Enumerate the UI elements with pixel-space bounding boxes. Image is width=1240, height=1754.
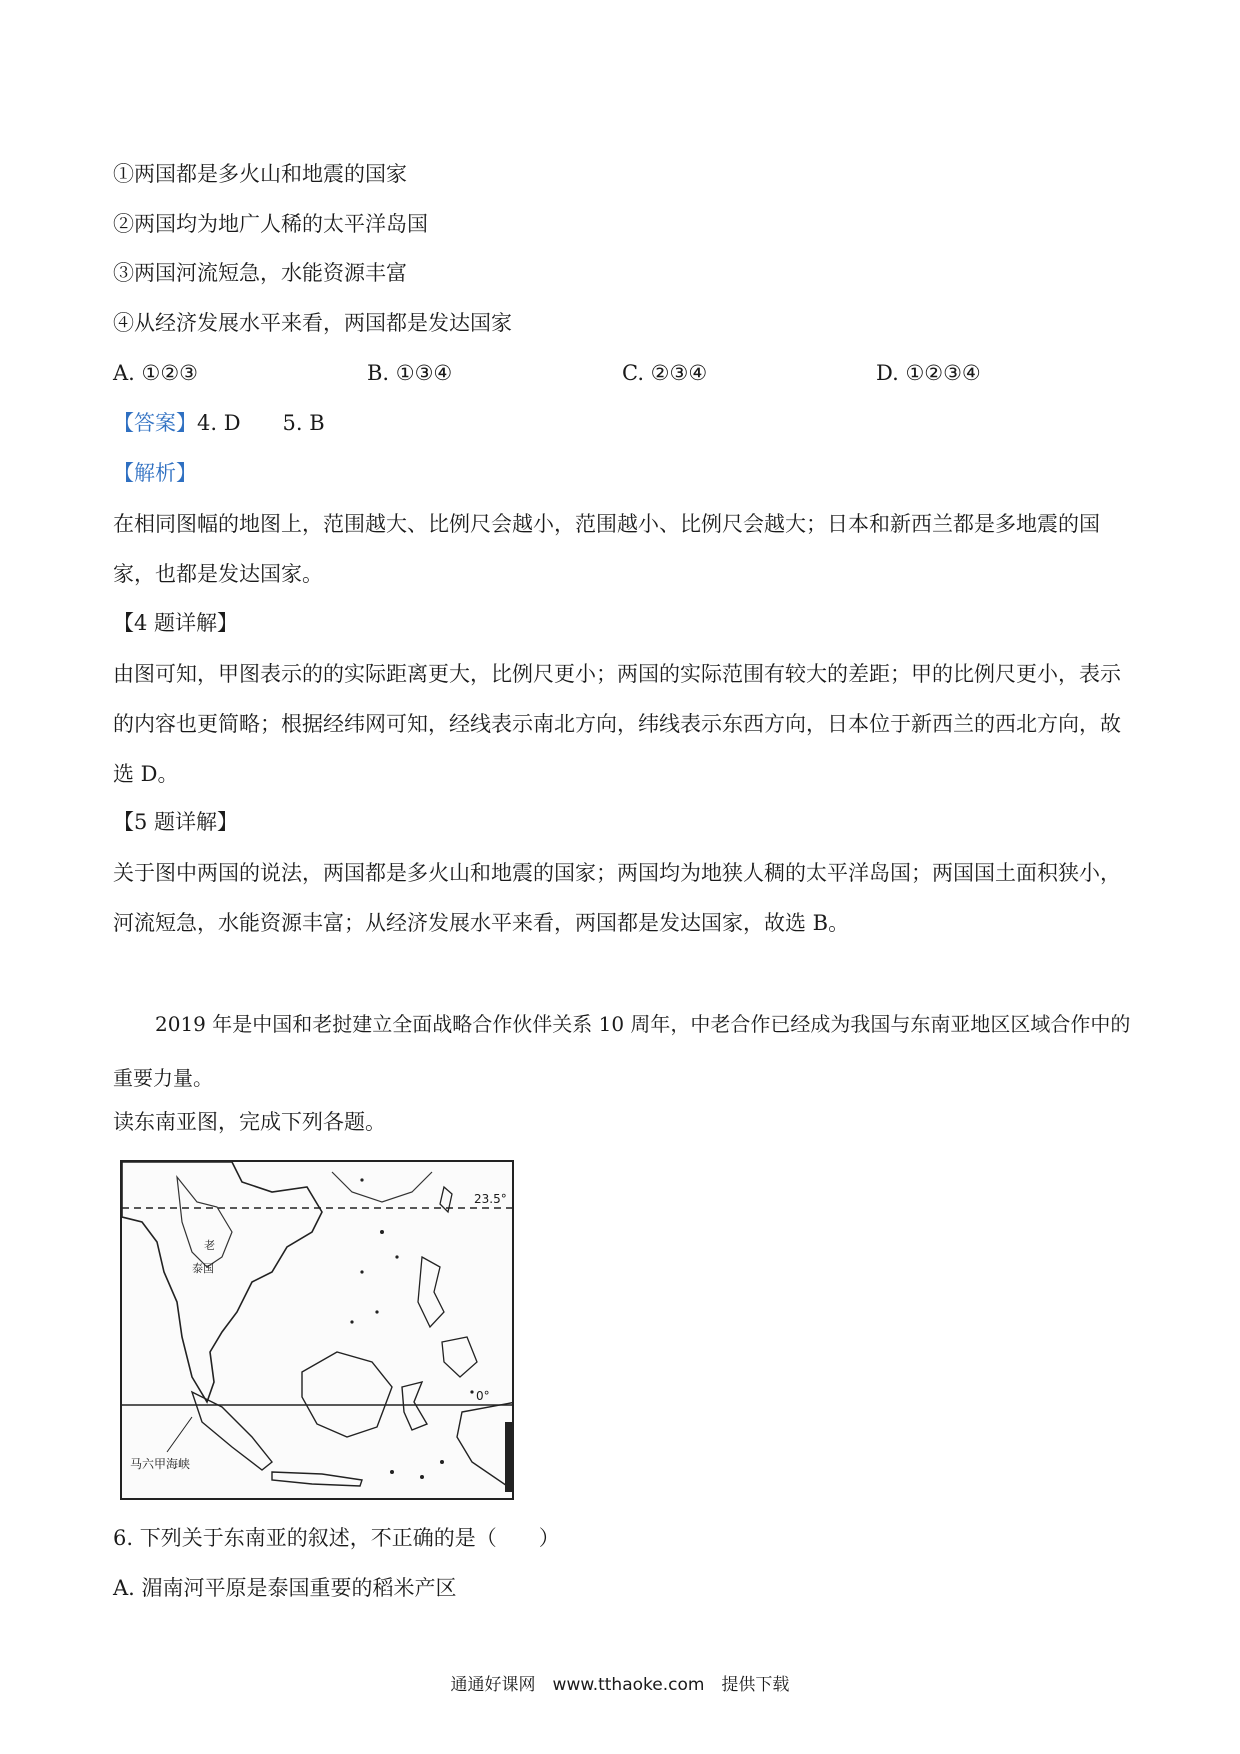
option-a: A. ①②③: [113, 361, 198, 385]
answer-line: [113, 409, 325, 437]
thailand-outline: [177, 1177, 232, 1267]
map-edge-bar: [505, 1422, 514, 1492]
lat-label-equator: 0°: [476, 1389, 490, 1403]
statement-4: ④从经济发展水平来看，两国都是发达国家: [113, 311, 512, 335]
detail4-tag: 【4 题详解】: [113, 611, 239, 635]
q6-stem: 6. 下列关于东南亚的叙述，不正确的是（ ）: [113, 1526, 560, 1550]
instruction-text: 读东南亚图，完成下列各题。: [113, 1110, 386, 1134]
analysis-text: 在相同图幅的地图上，范围越大、比例尺会越小，范围越小、比例尺会越大；日本和新西兰都是多地震的国家，也都是发达国家。: [113, 512, 1100, 586]
footer-text: 通通好课网 www.tthaoke.com 提供下载: [450, 1675, 790, 1695]
label-malacca-strait: 马六甲海峡: [130, 1457, 191, 1471]
detail4-text: 由图可知，甲图表示的的实际距离更大，比例尺更小；两国的实际范围有较大的差距；甲的比例尺更小，表示的内容也更简略；根据经纬网可知，经线表示南北方向，纬线表示东西方向，日本位于新西兰的西北方向，故选 D。: [113, 662, 1121, 786]
intro-text: 2019 年是中国和老挝建立全面战略合作伙伴关系 10 周年，中老合作已经成为我国与东南亚地区区域合作中的重要力量。: [113, 1012, 1131, 1090]
statement-3: ③两国河流短急，水能资源丰富: [113, 261, 407, 285]
map-drawing: [122, 1162, 514, 1500]
china-coast: [332, 1172, 432, 1202]
mainland-outline: [122, 1162, 322, 1402]
q6-option-a: A. 湄南河平原是泰国重要的稻米产区: [113, 1576, 457, 1600]
label-laos: 老: [204, 1239, 215, 1252]
detail5-text: 关于图中两国的说法，两国都是多火山和地震的国家；两国均为地狭人稠的太平洋岛国；两国国土面积狭小，河流短急，水能资源丰富；从经济发展水平来看，两国都是发达国家，故选 B。: [113, 861, 1121, 935]
answer-text: 4. D 5. B: [197, 411, 325, 435]
analysis-tag: 【解析】: [113, 461, 197, 485]
option-c: C. ②③④: [622, 361, 708, 385]
southeast-asia-map: [120, 1160, 514, 1500]
sulawesi-island: [402, 1382, 427, 1430]
luzon-island: [418, 1257, 444, 1327]
borneo-island: [302, 1352, 392, 1437]
lat-label-tropic: 23.5°: [474, 1192, 507, 1206]
statement-2: ②两国均为地广人稀的太平洋岛国: [113, 212, 428, 236]
sumatra-island: [192, 1392, 272, 1470]
option-d: D. ①②③④: [876, 361, 981, 385]
statement-1: ①两国都是多火山和地震的国家: [113, 162, 407, 186]
mindanao-island: [442, 1337, 477, 1377]
detail5-tag: 【5 题详解】: [113, 810, 239, 834]
java-island: [272, 1472, 362, 1486]
label-thailand: 泰国: [192, 1262, 214, 1275]
answer-tag: 【答案】: [113, 411, 197, 435]
option-b: B. ①③④: [367, 361, 453, 385]
